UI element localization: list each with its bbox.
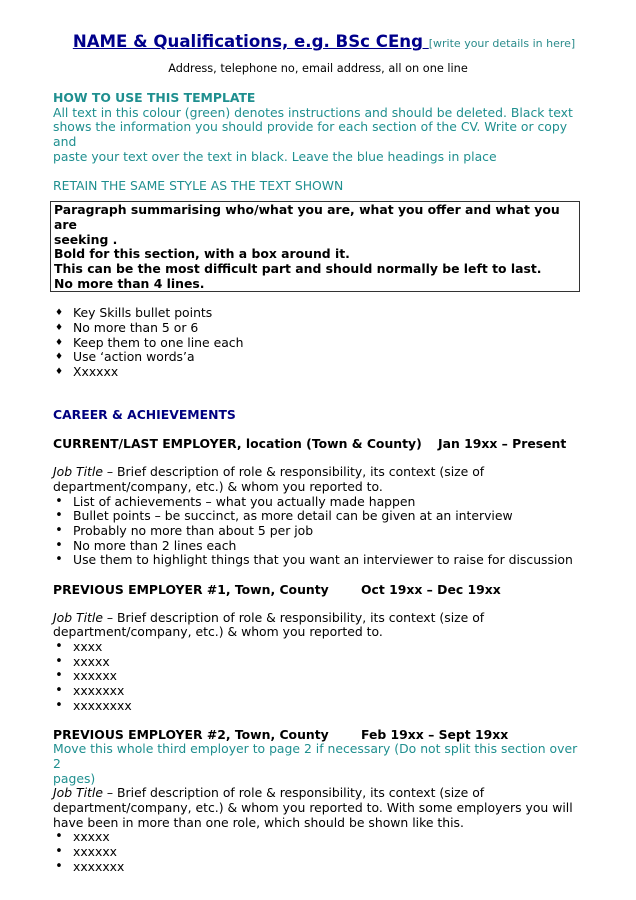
instruction-note: pages)	[53, 770, 96, 786]
diamond-bullet-icon: ♦	[54, 352, 64, 363]
diamond-bullet-icon: ♦	[54, 323, 64, 334]
list-item: ♦ No more than 5 or 6	[54, 320, 199, 336]
list-item: • xxxx	[53, 640, 583, 655]
previous-employer-2-row	[53, 727, 583, 742]
retain-style-note: RETAIN THE SAME STYLE AS THE TEXT SHOWN	[53, 177, 344, 193]
job-title: Job Title	[53, 464, 103, 480]
diamond-bullet-icon: ♦	[54, 366, 64, 377]
summary-line: Bold for this section, with a box around it.	[54, 246, 350, 262]
instruction-note: Move this whole third employer to page 2 if necessary (Do not split this section over 2	[53, 741, 578, 771]
employer-name: PREVIOUS EMPLOYER #1, Town, County	[53, 581, 329, 597]
list-item: • Use them to highlight things that you want an interviewer to raise for discussion	[53, 553, 583, 568]
bullet-icon: •	[55, 668, 63, 684]
howto-line: paste your text over the text in black. Leave the blue headings in place	[53, 148, 497, 164]
howto-heading: HOW TO USE THIS TEMPLATE	[53, 90, 256, 105]
current-employer-row	[53, 436, 583, 451]
career-heading: CAREER & ACHIEVEMENTS	[53, 407, 236, 423]
title-hint: [write your details in here]	[428, 37, 576, 50]
list-item: • xxxxxxxx	[53, 699, 583, 714]
list-item: • xxxxxx	[53, 845, 583, 860]
page-title: NAME & Qualifications, e.g. BSc CEng	[72, 32, 429, 51]
summary-box	[50, 201, 580, 292]
summary-line: Paragraph summarising who/what you are, what you offer and what you are	[54, 202, 560, 232]
summary-line: This can be the most difficult part and should normally be left to last.	[54, 261, 542, 277]
summary-line: No more than 4 lines.	[54, 275, 205, 291]
bullet-icon: •	[55, 829, 63, 845]
bullet-icon: •	[55, 639, 63, 655]
achievements-list	[53, 640, 583, 713]
list-item: • xxxxx	[53, 655, 583, 670]
list-item: ♦ Xxxxxx	[54, 363, 119, 379]
job-title: Job Title	[53, 609, 103, 625]
bullet-icon: •	[55, 858, 63, 874]
cv-page	[53, 32, 583, 874]
employment-dates: Oct 19xx – Dec 19xx	[361, 581, 501, 597]
bullet-icon: •	[55, 508, 63, 524]
diamond-bullet-icon: ♦	[54, 337, 64, 348]
job-description: Job Title – Brief description of role & responsibility, its context (size of department/company, etc.) & whom you reported to.	[53, 609, 485, 640]
list-item: • xxxxxx	[53, 669, 583, 684]
bullet-icon: •	[55, 523, 63, 538]
employer-name: CURRENT/LAST EMPLOYER, location (Town & County)	[53, 436, 422, 452]
job-description: Job Title – Brief description of role & responsibility, its context (size of department/company, etc.) & whom you reported to.	[53, 464, 485, 495]
bullet-icon: •	[55, 682, 63, 698]
achievements-list	[53, 830, 583, 874]
howto-line: All text in this colour (green) denotes instructions and should be deleted. Black text	[53, 104, 573, 120]
employer-name: PREVIOUS EMPLOYER #2, Town, County	[53, 727, 329, 743]
address-line: Address, telephone no, email address, all on one line	[168, 62, 468, 75]
bullet-icon: •	[55, 843, 63, 859]
list-item: • xxxxxxx	[53, 684, 583, 699]
bullet-icon: •	[55, 493, 63, 509]
title-line	[65, 32, 583, 51]
list-item: • Probably no more than about 5 per job	[53, 524, 583, 539]
job-description: Move this whole third employer to page 2 if necessary (Do not split this section over 2 pages) Job Title – Brief description of role & responsibility, its context (size of department/company, etc.) & whom you reported to. With some employers you will have been in more than one role, which should be shown like this.	[53, 742, 583, 830]
bullet-icon: •	[55, 537, 63, 553]
list-item: • xxxxxxx	[53, 860, 583, 875]
bullet-icon: •	[55, 552, 63, 568]
summary-line: seeking .	[54, 231, 118, 247]
list-item: ♦ Keep them to one line each	[54, 334, 244, 350]
bullet-icon: •	[55, 653, 63, 669]
bullet-icon: •	[55, 697, 63, 713]
list-item: • xxxxx	[53, 830, 583, 845]
howto-line: shows the information you should provide for each section of the CV. Write or copy and	[53, 119, 568, 150]
achievements-list	[53, 495, 583, 568]
howto-section	[53, 91, 583, 193]
list-item: ♦ Key Skills bullet points	[54, 305, 213, 321]
employment-dates: Feb 19xx – Sept 19xx	[361, 727, 509, 743]
list-item: • No more than 2 lines each	[53, 539, 583, 554]
list-item: ♦ Use ‘action words’a	[54, 349, 195, 365]
job-title: Job Title	[53, 785, 103, 801]
key-skills-list	[53, 306, 583, 379]
previous-employer-1-row	[53, 582, 583, 597]
list-item: • List of achievements – what you actually made happen	[53, 495, 583, 510]
employment-dates: Jan 19xx – Present	[438, 436, 567, 452]
diamond-bullet-icon: ♦	[54, 308, 64, 319]
list-item: • Bullet points – be succinct, as more detail can be given at an interview	[53, 509, 583, 524]
